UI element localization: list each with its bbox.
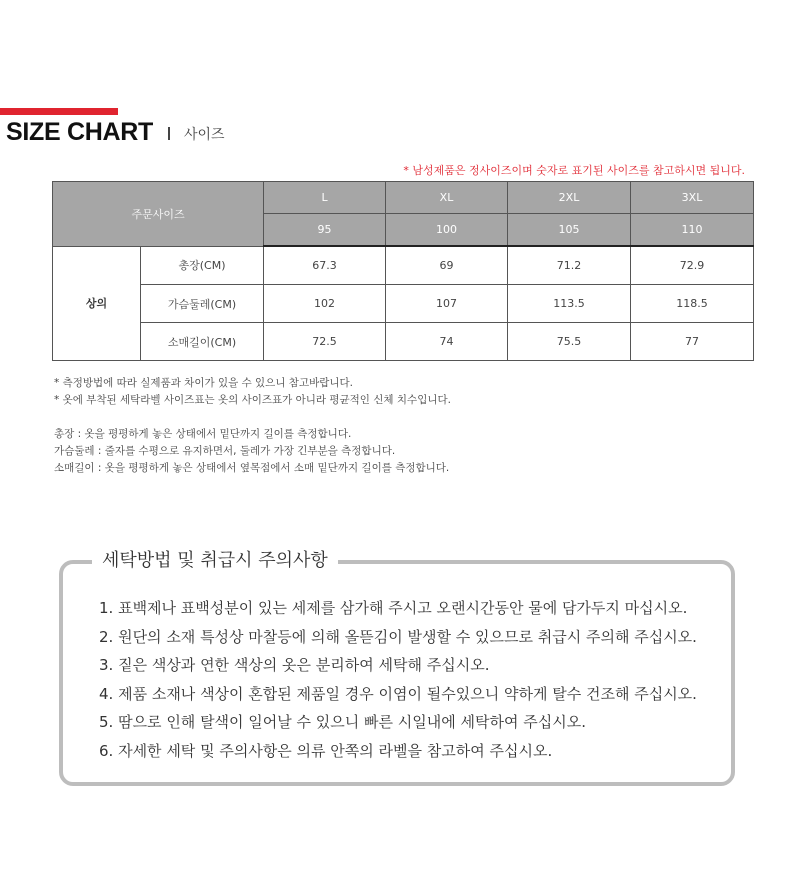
table-cell: 67.3 <box>264 246 386 285</box>
title-divider <box>168 127 170 140</box>
table-cell: 102 <box>264 285 386 323</box>
table-cell: 75.5 <box>508 323 631 361</box>
table-cell: 107 <box>386 285 508 323</box>
list-item: 1. 표백제나 표백성분이 있는 세제를 삼가해 주시고 오랜시간동안 물에 담가두지 마십시오. <box>99 599 688 617</box>
table-row <box>53 323 754 361</box>
table-cell: 72.9 <box>631 246 754 285</box>
list-item: 4. 제품 소재나 색상이 혼합된 제품일 경우 이염이 될수있으니 약하게 탈수 건조해 주십시오. <box>99 684 697 703</box>
size-header: XL <box>386 182 508 214</box>
size-chart-table <box>52 181 754 361</box>
size-number-header: 110 <box>631 214 754 247</box>
size-number-header: 95 <box>264 214 386 247</box>
size-note: * 남성제품은 정사이즈이며 숫자로 표기된 사이즈를 참고하시면 됩니다. <box>403 164 745 177</box>
table-row <box>53 285 754 323</box>
general-notes <box>54 375 451 409</box>
table-cell: 118.5 <box>631 285 754 323</box>
accent-bar <box>0 108 118 115</box>
order-size-header: 주문사이즈 <box>53 182 264 247</box>
care-list <box>99 594 697 765</box>
row-label: 소매길이(CM) <box>141 323 264 361</box>
page-subtitle: 사이즈 <box>184 127 225 143</box>
size-header: 2XL <box>508 182 631 214</box>
table-row <box>53 246 754 285</box>
table-cell: 71.2 <box>508 246 631 285</box>
size-header: L <box>264 182 386 214</box>
list-item: 2. 원단의 소재 특성상 마찰등에 의해 올뜯김이 발생할 수 있으므로 취급시 주의해 주십시오. <box>99 627 697 646</box>
table-cell: 74 <box>386 323 508 361</box>
table-cell: 69 <box>386 246 508 285</box>
part-label: 상의 <box>53 246 141 361</box>
size-number-header: 100 <box>386 214 508 247</box>
note-line: 가슴둘레 : 줄자를 수평으로 유지하면서, 둘레가 가장 긴부분을 측정합니다. <box>54 445 396 457</box>
row-label: 총장(CM) <box>141 246 264 285</box>
care-title: 세탁방법 및 취급시 주의사항 <box>92 546 338 572</box>
table-cell: 113.5 <box>508 285 631 323</box>
list-item: 3. 짙은 색상과 연한 색상의 옷은 분리하여 세탁해 주십시오. <box>99 656 490 674</box>
table-cell: 77 <box>631 323 754 361</box>
measure-notes <box>54 426 449 477</box>
list-item: 6. 자세한 세탁 및 주의사항은 의류 안쪽의 라벨을 참고하여 주십시오. <box>99 741 553 760</box>
note-line: * 측정방법에 따라 실제품과 차이가 있을 수 있으니 참고바랍니다. <box>54 377 354 389</box>
list-item: 5. 땀으로 인해 탈색이 일어날 수 있으니 빠른 시일내에 세탁하여 주십시오. <box>99 713 586 731</box>
note-line: * 옷에 부착된 세탁라벨 사이즈표는 옷의 사이즈표가 아니라 평균적인 신체 치수입니다. <box>54 394 451 406</box>
note-line: 소매길이 : 옷을 평평하게 놓은 상태에서 옆목점에서 소매 밑단까지 길이를 측정합니다. <box>54 462 450 474</box>
size-number-header: 105 <box>508 214 631 247</box>
page-title: SIZE CHART <box>6 118 154 146</box>
table-cell: 72.5 <box>264 323 386 361</box>
size-header: 3XL <box>631 182 754 214</box>
note-line: 총장 : 옷을 평평하게 놓은 상태에서 밑단까지 길이를 측정합니다. <box>54 428 352 440</box>
row-label: 가슴둘레(CM) <box>141 285 264 323</box>
